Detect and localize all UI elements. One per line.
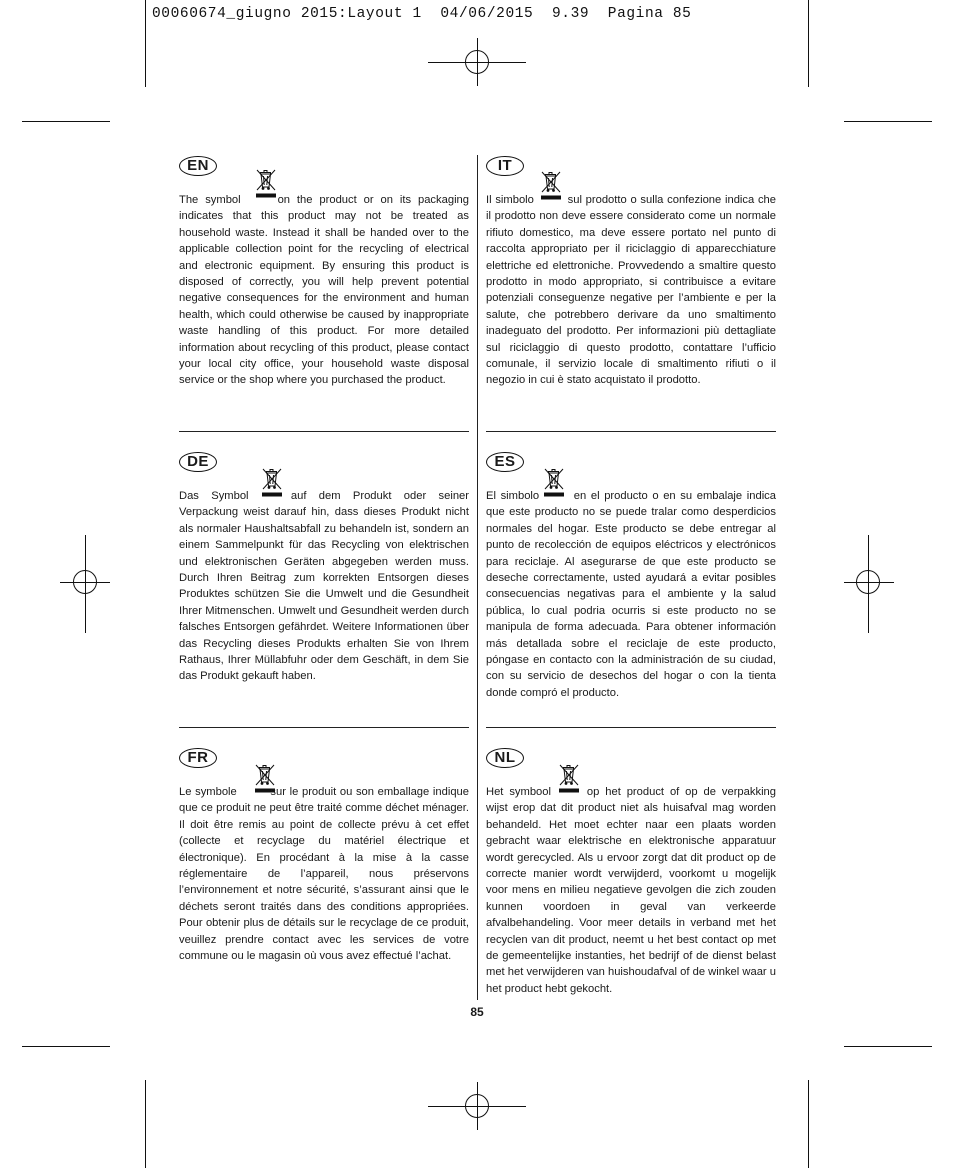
section-separator — [179, 431, 469, 432]
column-divider — [477, 155, 478, 1000]
symbol-slot — [539, 491, 569, 501]
language-badge: EN — [179, 156, 217, 176]
crop-mark — [145, 0, 146, 87]
text-body: sul prodotto o sulla confezione indica che il prodotto non deve essere considerato come un normale rifiuto domestico, ma deve essere portato nel punto di raccolta appropriato per il riciclaggio di apparecchiature elettriche ed elettroniche. Provvedendo a smaltire questo prodotto in modo appropriato, si contribuisce a evitare potenziali conseguenze negative per l’ambiente e per la salute, che potrebbero derivare da uno smaltimento inadeguato del prodotto. Per informazioni più dettagliate sul riciclaggio di questo prodotto, contattare l’ufficio comunale, il servizio locale di smaltimento rifiuti o il negozio in cui è stato acquistato il prodotto. — [486, 194, 776, 387]
text-lead: Het symbool — [486, 786, 551, 798]
section-text — [486, 784, 776, 997]
section-separator — [486, 431, 776, 432]
symbol-slot — [551, 787, 581, 797]
language-badge: ES — [486, 452, 524, 472]
page-number: 85 — [470, 1005, 484, 1019]
section-text — [179, 784, 469, 964]
text-lead: Das Symbol — [179, 490, 249, 502]
print-slug: 00060674_giugno 2015:Layout 1 04/06/2015 9.39 Pagina 85 — [152, 6, 692, 22]
crop-mark — [844, 121, 932, 122]
section-separator — [486, 727, 776, 728]
crop-mark — [22, 1046, 110, 1047]
text-body: on the product or on its packaging indicates that this product may not be treated as household waste. Instead it shall be handed over to the applicable collection point for the recycling of electrical and electronic equipment. By ensuring this product is disposed of correctly, you will help prevent potential negative consequences for the environment and human health, which could otherwise be caused by inappropriate waste handling of this product. For more detailed information about recycling of this product, please contact your local city office, your household waste disposal service or the shop where you purchased the product. — [179, 194, 469, 387]
section-text — [179, 192, 469, 389]
symbol-slot — [241, 195, 271, 205]
symbol-slot — [237, 787, 267, 797]
text-lead: El simbolo — [486, 490, 540, 502]
language-badge: DE — [179, 452, 217, 472]
language-badge: FR — [179, 748, 217, 768]
symbol-slot — [534, 195, 564, 205]
text-body: en el producto o en su embalaje indica que este producto no se puede tralar como desperdicios normales del hogar. Este producto se debe entregar al punto de recolección de equipos eléctricos y electrónicos para reciclaje. Al asegurarse de que este producto se deseche correctamente, usted ayudará a evitar posibles consecuencias negativas para el ambiente y la salud pública, lo cual podria ocurris si este producto no se manipula de forma adecuada. Para obtener información más detallada sobre el reciclaje de este producto, póngase en contacto con la administración de su ciudad, con su servicio de desechos del hogar o con la tienta donde compró el producto. — [486, 490, 777, 699]
text-lead: Le symbole — [179, 786, 237, 798]
section-text — [179, 488, 469, 685]
registration-circle — [465, 50, 489, 74]
section-text — [486, 488, 776, 701]
text-body: sur le produit ou son emballage indique que ce produit ne peut être traité comme déchet ménager. Il doit être remis au point de collecte prévu à cet effet (collecte et recyclage du matériel électrique et électronique). En procédant à la mise à la casse réglementaire de l’appareil, nous préservons l’environnement et notre sécurité, s’assurant ainsi que le déchets seront traités dans des conditions appropriées. Pour obtenir plus de détails sur le recyclage de ce produit, veuillez prendre contact avec les services de votre commune ou le magasin où vous avez effectué l’achat. — [179, 786, 469, 963]
crop-mark — [808, 0, 809, 87]
symbol-slot — [249, 491, 279, 501]
crop-mark — [22, 121, 110, 122]
language-badge: NL — [486, 748, 524, 768]
text-body: op het product of op de verpakking wijst erop dat dit product niet als huisafval mag worden behandeld. Het moet echter naar een plaats worden gebracht waar elektrische en elektronische apparatuur wordt gerecycled. Als u ervoor zorgt dat dit product op de correcte manier wordt verwijderd, voorkomt u mogelijk voor mens en milieu negatieve gevolgen die zich zouden kunnen voordoen in geval van verkeerde afvalbehandeling. Voor meer details in verband met het recyclen van dit product, neemt u het best contact op met de gemeentelijke instanties, het bedrijf of de dienst belast met het verwijderen van huishoudafval of de winkel waar u het product hebt gekocht. — [486, 786, 776, 995]
crop-mark — [808, 1080, 809, 1168]
crop-mark — [145, 1080, 146, 1168]
registration-circle — [465, 1094, 489, 1118]
section-separator — [179, 727, 469, 728]
registration-circle — [73, 570, 97, 594]
section-text — [486, 192, 776, 389]
text-body: auf dem Produkt oder seiner Verpackung weist darauf hin, dass dieses Produkt nicht als normaler Haushaltsabfall zu behandeln ist, sondern an einem Sammelpunkt für das Recycling von elektrischen und elektronischen Geräten abgegeben werden muss. Durch Ihren Beitrag zum korrekten Entsorgen dieses Produktes schützen Sie die Umwelt und die Gesundheit Ihrer Mitmenschen. Umwelt und Gesundheit werden durch falsches Entsorgen gefährdet. Weitere Informationen über das Recycling dieses Produkts erhalten Sie von Ihrem Rathaus, Ihrer Müllabfuhr oder dem Geschäft, in dem Sie das Produkt gekauft haben. — [179, 490, 469, 683]
registration-circle — [856, 570, 880, 594]
language-badge: IT — [486, 156, 524, 176]
crop-mark — [844, 1046, 932, 1047]
text-lead: The symbol — [179, 194, 241, 206]
text-lead: Il simbolo — [486, 194, 534, 206]
